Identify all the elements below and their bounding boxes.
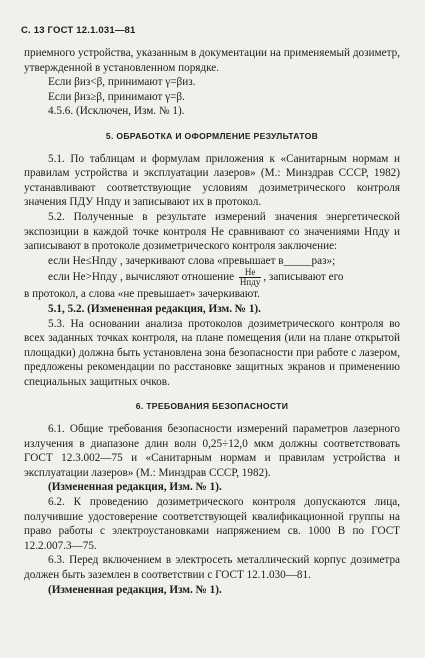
clause-4-5-6: 4.5.6. (Исключен, Изм. № 1). <box>48 105 185 118</box>
intro-paragraph: приемного устройства, указанным в документации на применяемый дозиметр, утвержденной в установленном порядке. <box>24 47 400 74</box>
fraction-numerator: He <box>239 268 261 278</box>
amendment-6-3: (Измененная редакция, Изм. № 1). <box>48 583 222 596</box>
blank-line: _____ <box>283 254 312 267</box>
page-header: С. 13 ГОСТ 12.1.031—81 <box>21 25 136 36</box>
case-1-start: если He≤Hпду , зачеркивают слова «превышает в <box>48 254 284 267</box>
section-5-heading: 5. ОБРАБОТКА И ОФОРМЛЕНИЕ РЕЗУЛЬТАТОВ <box>105 130 319 141</box>
amendment-5-1-5-2: 5.1, 5.2. (Измененная редакция, Изм. № 1). <box>48 302 261 315</box>
clause-5-2: 5.2. Полученные в результате измерений значения энергетической экспозиции в каждой точке контроля He сравнивают со значениями Hпду и записывают в протоколе дозиметрического контроля заключение: <box>24 210 400 253</box>
clause-6-3: 6.3. Перед включением в электросеть металлический корпус дозиметра должен быть заземлен в соответствии с ГОСТ 12.1.030—81. <box>24 554 400 581</box>
clause-5-3: 5.3. На основании анализа протоколов дозиметрического контроля во всех заданных точках контроля, на плане помещения (или на плане открытой площадки) должна быть установлена зона безопасности при работе с лазером, предложены рекомендации по расстановке защитных экранов и применению специальных защитных очков. <box>24 317 400 388</box>
case-1-line <box>24 254 400 269</box>
clause-5-1: 5.1. По таблицам и формулам приложения к «Санитарным нормам и правилам устройства и эксплуатации лазеров» (М.: Минздрав СССР, 1982) устанавливают соответствующие условиям дозиметрического контроля значения ПДУ Hпду и записывают их в протокол. <box>24 152 400 209</box>
section-6-heading: 6. ТРЕБОВАНИЯ БЕЗОПАСНОСТИ <box>135 401 289 412</box>
ratio-fraction <box>239 268 261 287</box>
document-body <box>24 46 400 597</box>
intro-condition-2: Если βиз≥β, принимают γ=β. <box>48 90 185 103</box>
amendment-6-1: (Измененная редакция, Изм. № 1). <box>48 481 222 494</box>
case-2-start: если He>Hпду , вычисляют отношение <box>48 271 235 284</box>
intro-condition-1: Если βиз<β, принимают γ=βиз. <box>48 76 196 89</box>
case-2-line <box>24 268 400 287</box>
case-2-continuation: в протокол, а слова «не превышает» зачеркивают. <box>24 288 260 301</box>
case-2-end: , записывают его <box>263 271 344 284</box>
fraction-denominator: Hпду <box>239 277 261 288</box>
case-1-end: раз»; <box>311 254 336 267</box>
clause-6-2: 6.2. К проведению дозиметрического контроля допускаются лица, получившие удостоверение соответствующей квалификационной группы на право работы с электроустановками напряжением св. 1000 В по ГОСТ 12.2.007.3—75. <box>24 496 400 552</box>
clause-6-1: 6.1. Общие требования безопасности измерений параметров лазерного излучения в диапазоне длин волн 0,25÷12,0 мкм должны соответствовать ГОСТ 12.3.002—75 и «Санитарным нормам и правилам устройства и эксплуатации лазеров» (М.: Минздрав СССР, 1982). <box>24 423 400 479</box>
